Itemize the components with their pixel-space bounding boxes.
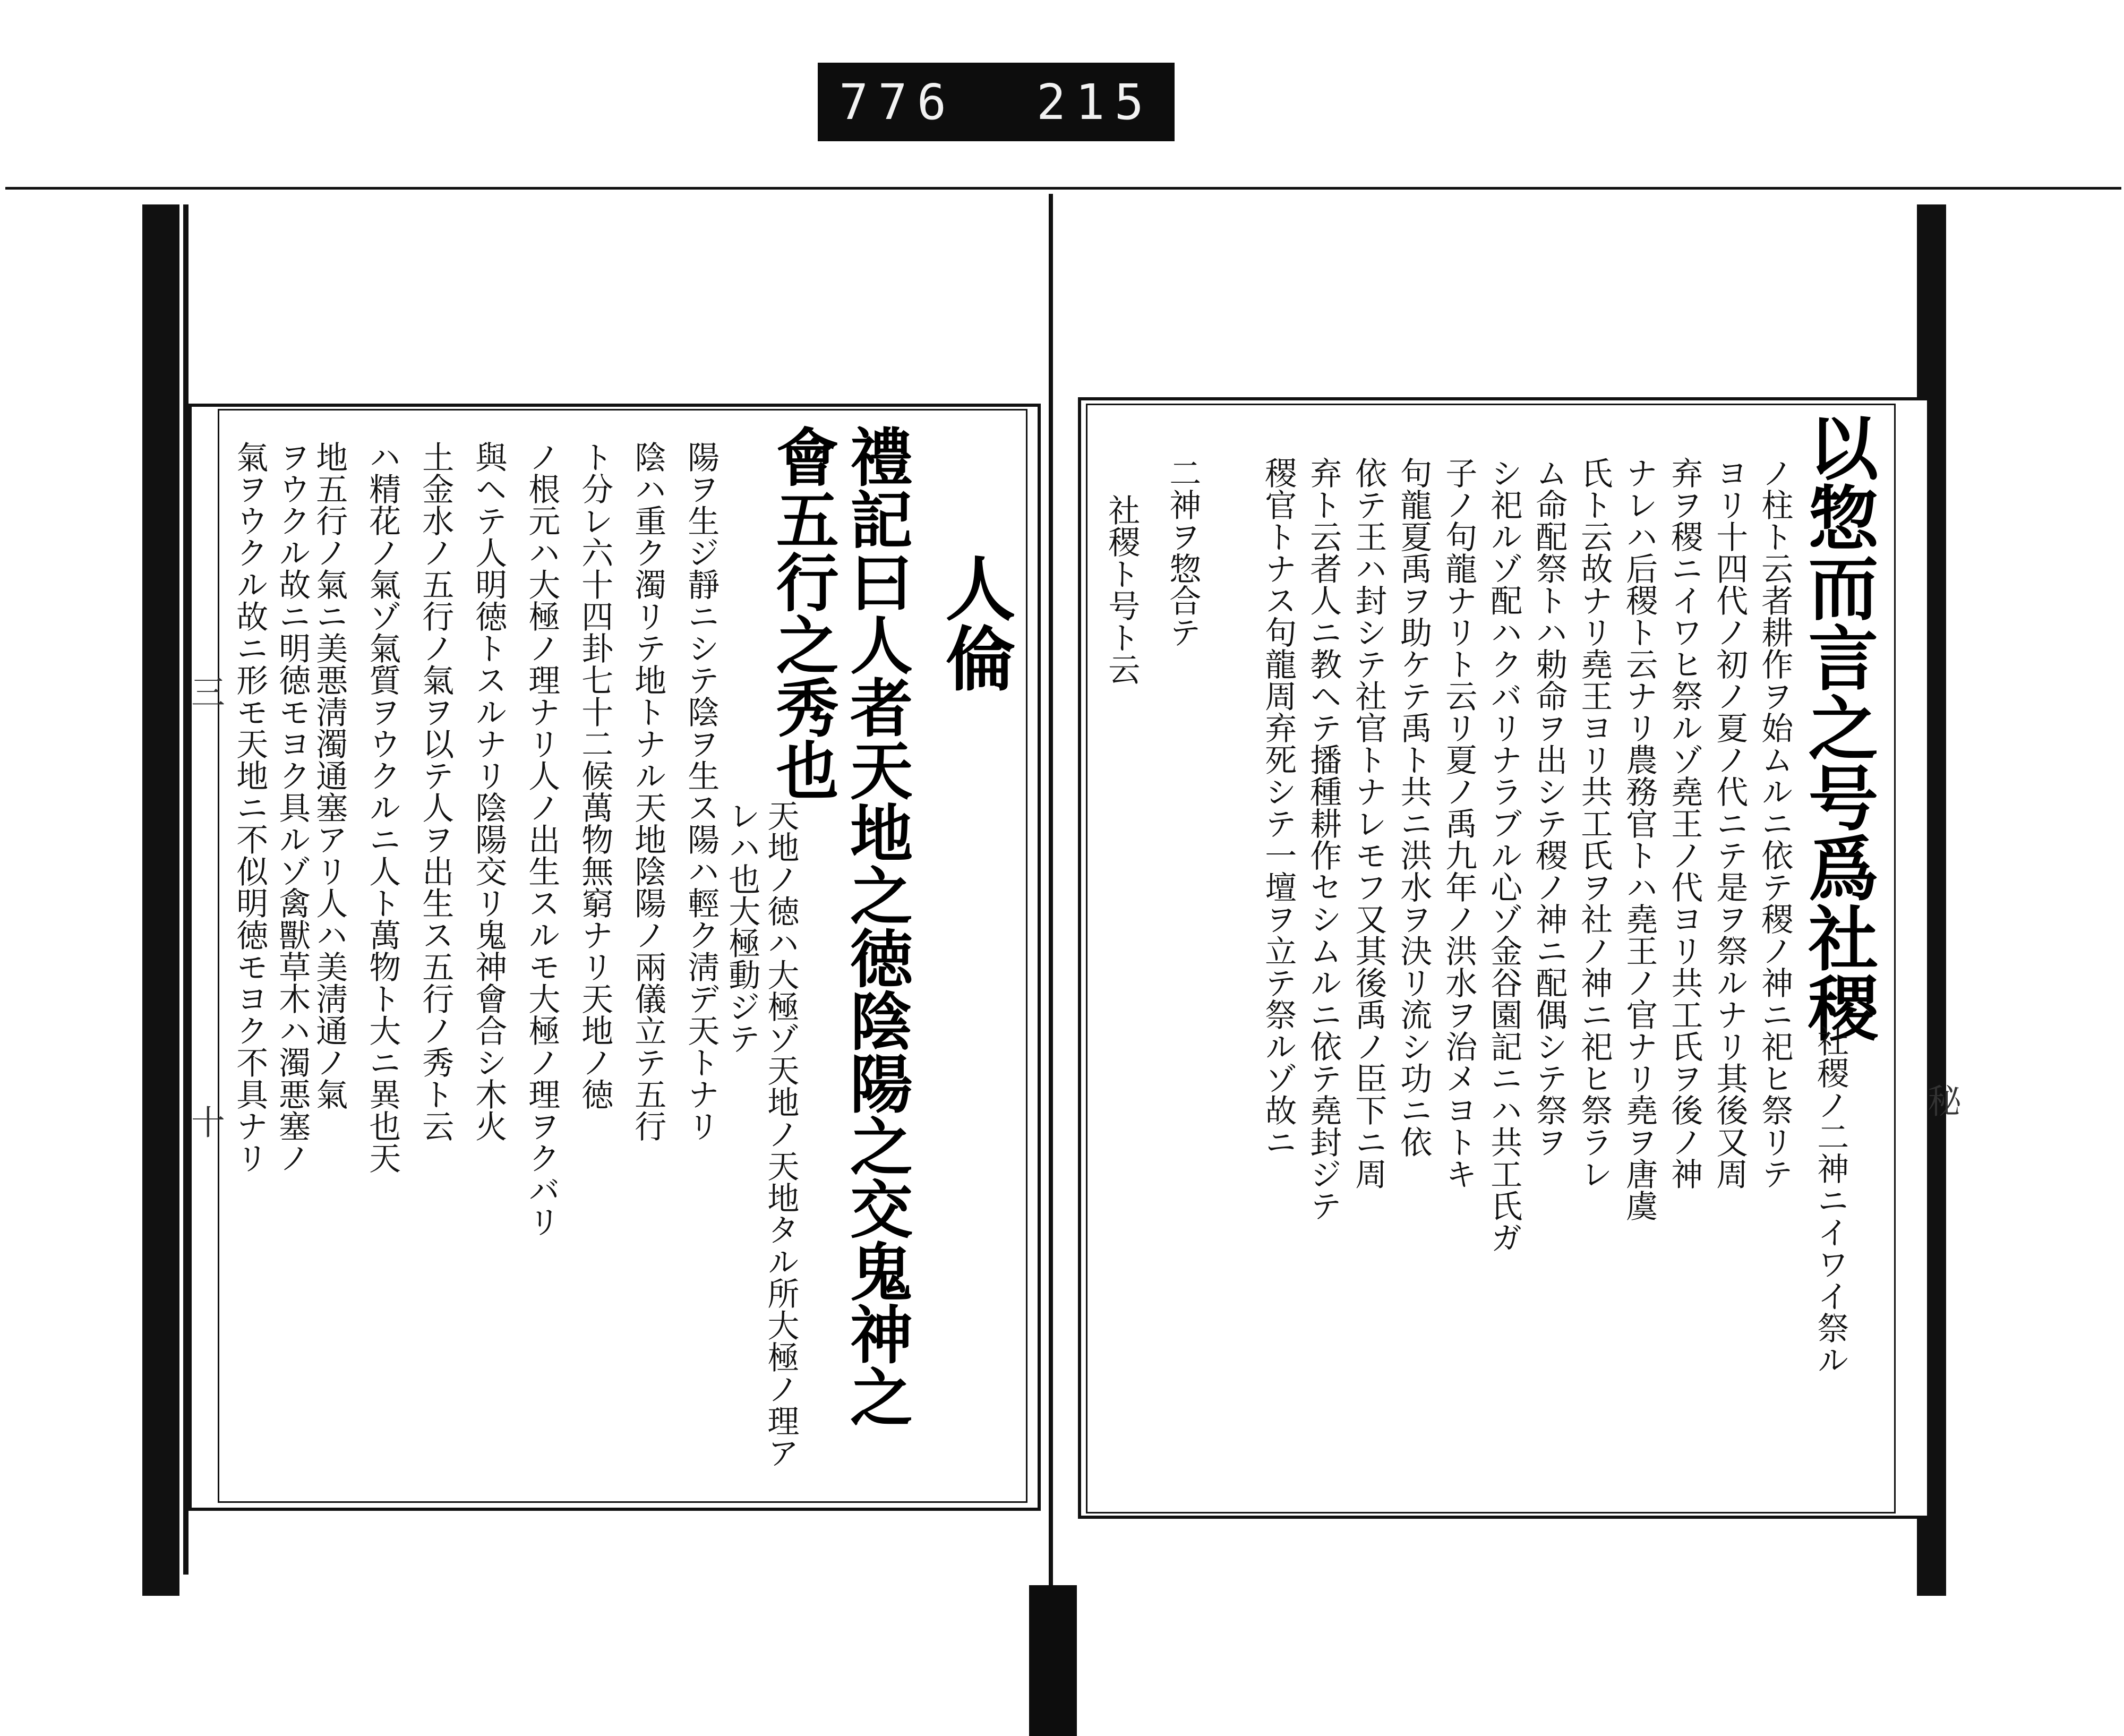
right-page-column-15: 社稷ト号ト云 — [1103, 494, 1141, 685]
left-page-column-9: 地五行ノ氣ニ美悪淸濁通塞アリ人ハ美淸通ノ氣 — [311, 441, 348, 1110]
right-page-column-11: 依テ王ハ封シテ社官トナレモフ又其後禹ノ臣下ニ周 — [1350, 457, 1388, 1190]
right-page-column-9: 子ノ句龍ナリト云リ夏ノ禹九年ノ洪水ヲ治メヨトキ — [1440, 457, 1478, 1190]
right-page-column-3: ヨリ十四代ノ初ノ夏ノ代ニテ是ヲ祭ルナリ其後又周 — [1711, 457, 1749, 1190]
left-page-edge — [142, 204, 179, 1596]
right-page-column-5: ナレハ后稷ト云ナリ農務官トハ堯王ノ官ナリ堯ヲ唐虞 — [1621, 457, 1658, 1221]
left-page-column-4: ト分レ六十四卦七十二候萬物無窮ナリ天地ノ徳 — [576, 441, 614, 1110]
top-rule — [5, 187, 2121, 190]
right-page-column-8: シ祀ルゾ配ハクバリナラブル心ゾ金谷園記ニハ共工氏ガ — [1485, 457, 1523, 1253]
right-page-column-12: 弃ト云者人ニ教ヘテ播種耕作セシムルニ依テ堯封ジテ — [1305, 457, 1342, 1221]
left-page-column-6: 與ヘテ人明徳トスルナリ陰陽交リ鬼神會合シ木火 — [470, 441, 508, 1142]
left-page-column-7: 土金水ノ五行ノ氣ヲ以テ人ヲ出生ス五行ノ秀ト云 — [417, 441, 455, 1142]
left-page-column-11: 氣ヲウクル故ニ形モ天地ニ不似明徳モヨク不具ナリ — [231, 441, 269, 1174]
right-page-column-7: ム命配祭トハ勅命ヲ出シテ稷ノ神ニ配偶シテ祭ヲ — [1530, 457, 1568, 1158]
left-page-column-10: ヲウクル故ニ明徳モヨク具ルゾ禽獸草木ハ濁悪塞ノ — [273, 441, 311, 1174]
left-page-column-5: ノ根元ハ大極ノ理ナリ人ノ出生スルモ大極ノ理ヲクバリ — [523, 441, 561, 1237]
left-margin-mark-mid: 十 — [185, 1105, 225, 1139]
right-margin-mark-mid: 秘 — [1922, 1083, 1961, 1117]
right-page-column-2: ノ柱ト云者耕作ヲ始ムルニ依テ稷ノ神ニ祀ヒ祭リテ — [1756, 457, 1794, 1190]
left-page-column-1: 天地ノ徳ハ大極ゾ天地ノ天地タル所大極ノ理アレハ也大極動ジテ — [723, 799, 800, 1468]
left-margin-mark-top: 三 — [185, 674, 225, 708]
left-page-heading: 禮記曰人者天地之徳陰陽之交鬼神之會五行之秀也 — [765, 425, 913, 1427]
book-spine — [1049, 194, 1053, 1601]
spine-tab — [1029, 1585, 1077, 1736]
archive-label — [818, 63, 1175, 141]
left-page-column-8: ハ精花ノ氣ゾ氣質ヲウクルニ人ト萬物ト大ニ異也天 — [364, 441, 401, 1174]
label-left-number: 776 — [839, 73, 956, 131]
left-page-column-2: 陽ヲ生ジ靜ニシテ陰ヲ生ス陽ハ輕ク淸デ天トナリ — [682, 441, 720, 1142]
left-page-title: 人倫 — [933, 552, 1016, 692]
right-page-column-14: 二神ヲ惣合テ — [1164, 457, 1202, 648]
right-page-column-10: 句龍夏禹ヲ助ケテ禹ト共ニ洪水ヲ決リ流シ功ニ依 — [1395, 457, 1433, 1158]
right-page-column-13: 稷官トナス句龍周弃死シテ一壇ヲ立テ祭ルゾ故ニ — [1260, 457, 1297, 1158]
left-page-column-3: 陰ハ重ク濁リテ地トナル天地陰陽ノ兩儀立テ五行 — [629, 441, 667, 1142]
right-page-column-4: 弃ヲ稷ニイワヒ祭ルゾ堯王ノ代ヨリ共工氏ヲ後ノ神 — [1666, 457, 1703, 1190]
right-page-heading: 以惣而言之号爲社稷 — [1796, 412, 1879, 1042]
label-right-number: 215 — [1036, 73, 1153, 131]
right-page-column-6: 氏ト云故ナリ堯王ヨリ共工氏ヲ社ノ神ニ祀ヒ祭ラレ — [1575, 457, 1613, 1190]
left-page-edge-inner — [183, 204, 189, 1575]
right-page-column-1: 社稷ノ二神ニイワイ祭ル — [1812, 1025, 1849, 1375]
